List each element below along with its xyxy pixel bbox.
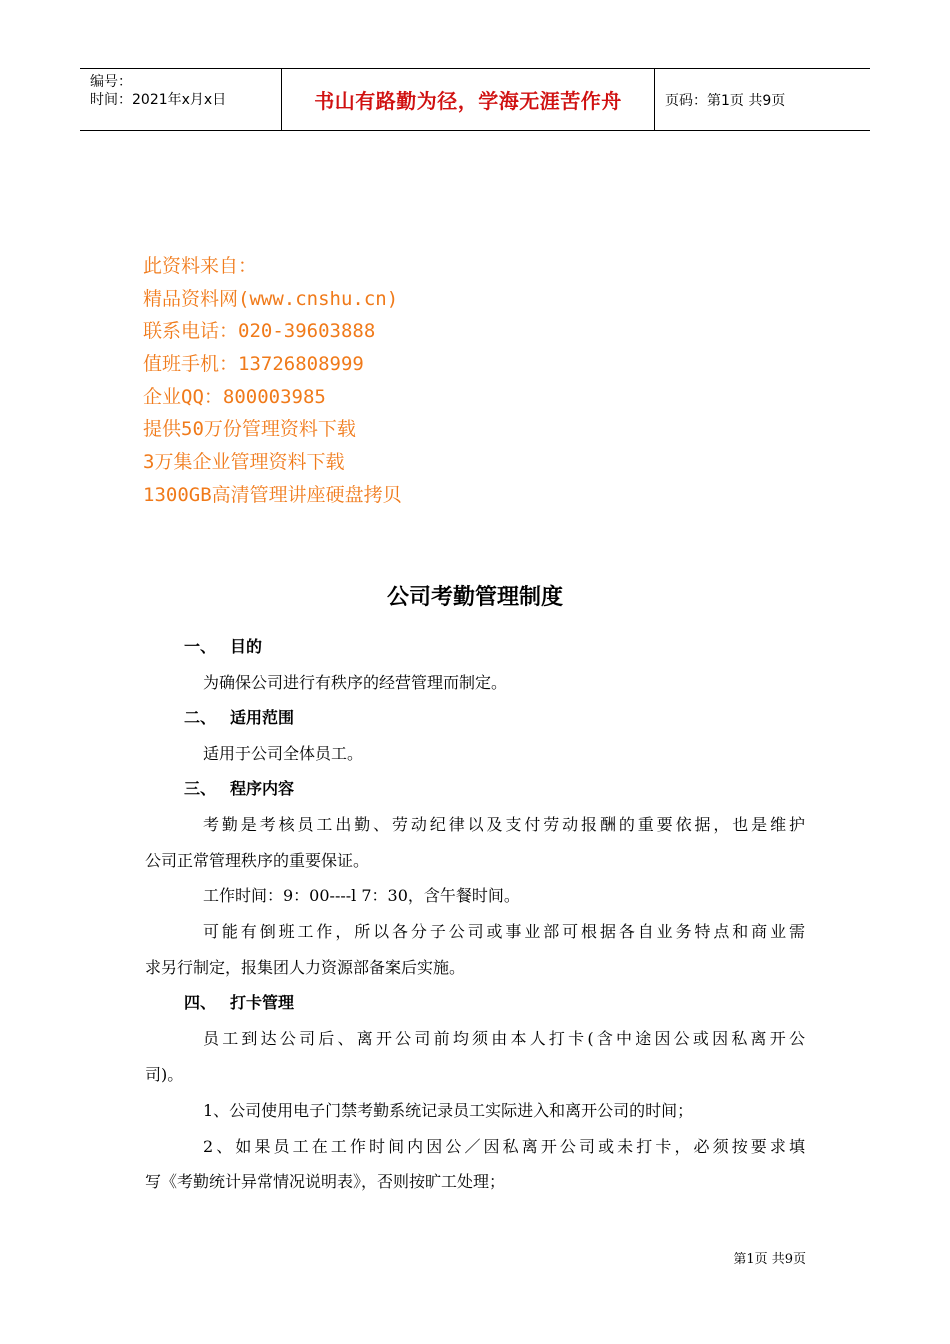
header-motto-cell	[282, 69, 655, 130]
clock-rule-item: 1、公司使用电子门禁考勤系统记录员工实际进入和离开公司的时间；	[203, 1101, 694, 1120]
document-title: 公司考勤管理制度	[386, 585, 563, 610]
purpose-paragraph: 为确保公司进行有秩序的经营管理而制定。	[203, 673, 508, 692]
section-title: 适用范围	[230, 708, 295, 727]
section-heading	[184, 636, 262, 658]
source-line: 企业QQ：800003985	[143, 385, 326, 408]
source-line: 3万集企业管理资料下载	[143, 451, 345, 474]
header-page-info: 页码：第1页 共9页	[665, 92, 786, 109]
section-heading	[184, 778, 294, 800]
page-footer: 第1页 共9页	[733, 1252, 806, 1267]
source-line: 精品资料网(www.cnshu.cn)	[143, 287, 399, 310]
work-hours-paragraph: 工作时间：9：00----l 7：30，含午餐时间。	[203, 886, 520, 905]
section-number: 四、	[184, 993, 217, 1012]
source-line: 值班手机：13726808999	[143, 353, 364, 376]
section-title: 打卡管理	[230, 993, 295, 1012]
document-number-label: 编号：	[90, 74, 132, 90]
header-meta	[80, 69, 282, 130]
source-line: 1300GB高清管理讲座硬盘拷贝	[143, 483, 402, 506]
procedure-paragraph-line: 考勤是考核员工出勤、劳动纪律以及支付劳动报酬的重要依据，也是维护	[203, 815, 805, 834]
section-title: 目的	[230, 637, 263, 656]
page-header	[80, 68, 870, 131]
source-line: 提供50万份管理资料下载	[143, 418, 356, 441]
section-number: 一、	[184, 637, 217, 656]
scope-paragraph: 适用于公司全体员工。	[203, 744, 364, 763]
section-heading	[184, 707, 294, 729]
section-title: 程序内容	[230, 779, 295, 798]
clock-rule-item: 2、如果员工在工作时间内因公／因私离开公司或未打卡，必须按要求填	[203, 1137, 805, 1156]
shift-paragraph-line: 求另行制定，报集团人力资源部备案后实施。	[145, 958, 466, 977]
clock-rule-item-continuation: 写《考勤统计异常情况说明表》，否则按旷工处理；	[145, 1172, 506, 1191]
clock-paragraph-line: 司)。	[145, 1065, 184, 1084]
clock-paragraph-line: 员工到达公司后、离开公司前均须由本人打卡(含中途因公或因私离开公	[203, 1029, 805, 1048]
section-number: 二、	[184, 708, 217, 727]
shift-paragraph-line: 可能有倒班工作，所以各分子公司或事业部可根据各自业务特点和商业需	[203, 922, 805, 941]
procedure-paragraph-line: 公司正常管理秩序的重要保证。	[145, 851, 370, 870]
document-time-label: 时间：2021年x月x日	[90, 92, 227, 108]
source-line: 联系电话：020-39603888	[143, 320, 376, 343]
section-number: 三、	[184, 779, 217, 798]
source-line: 此资料来自：	[143, 255, 258, 277]
header-motto: 书山有路勤为径，学海无涯苦作舟	[314, 89, 622, 113]
section-heading	[184, 992, 294, 1014]
source-info-block	[143, 250, 402, 512]
